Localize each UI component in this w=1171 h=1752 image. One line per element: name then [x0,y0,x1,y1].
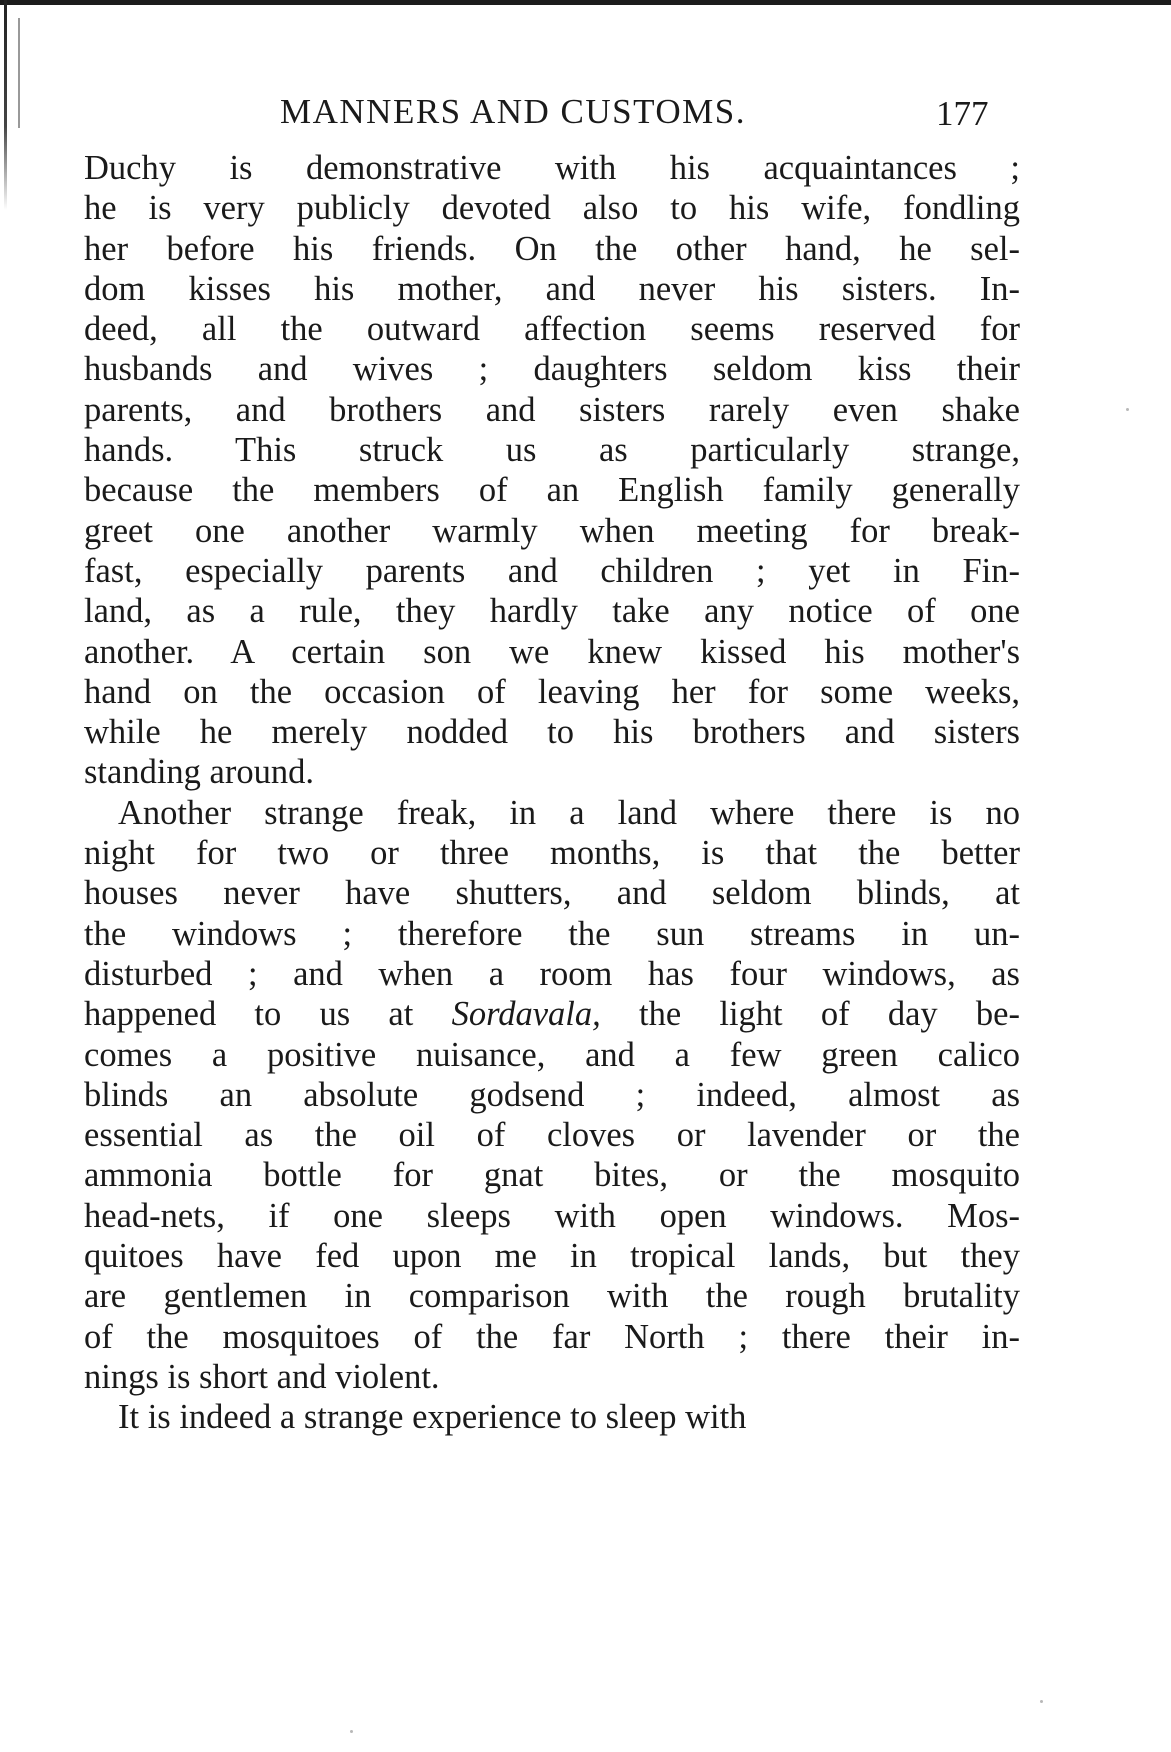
text-line: houses never have shutters, and seldom blinds, at [84,874,1020,913]
text-segment: happened to us at [84,995,452,1034]
text-line: It is indeed a strange experience to sleep with [118,1398,747,1437]
text-line: quitoes have fed upon me in tropical lands, but they [84,1237,1020,1276]
scan-top-border [0,0,1171,5]
text-line: parents, and brothers and sisters rarely even shake [84,390,1020,429]
paragraph-3 [84,1397,1024,1437]
text-line: hand on the occasion of leaving her for some weeks, [84,672,1020,711]
text-line: nings is short and violent. [84,1357,440,1396]
text-line: head-nets, if one sleeps with open windows. Mos- [84,1196,1020,1235]
paragraph-1 [84,148,1024,793]
scan-left-edge-shadow [4,0,7,210]
text-line: ammonia bottle for gnat bites, or the mosquito [84,1156,1020,1195]
scan-speck [1126,408,1129,411]
text-line: blinds an absolute godsend ; indeed, almost as [84,1075,1020,1114]
text-line: because the members of an English family generally [84,471,1020,510]
text-line: Another strange freak, in a land where there is no [118,793,1020,832]
body-text [84,148,1024,1438]
text-line: greet one another warmly when meeting for break- [84,511,1020,550]
text-line: her before his friends. On the other hand, he sel- [84,229,1020,268]
page-number: 177 [936,94,989,133]
text-line: fast, especially parents and children ; yet in Fin- [84,551,1020,590]
text-line: hands. This struck us as particularly strange, [84,431,1020,470]
book-page [84,86,1024,1438]
running-head: MANNERS AND CUSTOMS. [280,92,746,131]
scan-left-edge-mark [18,18,20,128]
paragraph-2 [84,793,1024,1397]
text-line: disturbed ; and when a room has four windows, as [84,954,1020,993]
text-line: are gentlemen in comparison with the rough brutality [84,1277,1020,1316]
text-line: another. A certain son we knew kissed his mother's [84,632,1020,671]
text-line: he is very publicly devoted also to his wife, fondling [84,189,1020,228]
text-line: the windows ; therefore the sun streams in un- [84,914,1020,953]
text-line: of the mosquitoes of the far North ; there their in- [84,1317,1020,1356]
text-line-with-italic [84,994,1020,1034]
italic-place-name: Sordavala, [451,995,601,1034]
text-line: comes a positive nuisance, and a few green calico [84,1035,1020,1074]
text-line: deed, all the outward affection seems reserved for [84,310,1020,349]
text-line: night for two or three months, is that the better [84,834,1020,873]
text-line: husbands and wives ; daughters seldom kiss their [84,350,1020,389]
text-line: standing around. [84,753,314,792]
text-line: while he merely nodded to his brothers and sisters [84,713,1020,752]
text-line: Duchy is demonstrative with his acquaintances ; [84,149,1020,187]
text-line: essential as the oil of cloves or lavender or the [84,1116,1020,1155]
text-line: dom kisses his mother, and never his sisters. In- [84,269,1020,308]
text-line: land, as a rule, they hardly take any notice of one [84,592,1020,631]
page-header [84,86,1024,142]
scan-speck [1040,1700,1043,1703]
scan-speck [350,1730,353,1733]
text-segment: the light of day be- [600,995,1020,1034]
